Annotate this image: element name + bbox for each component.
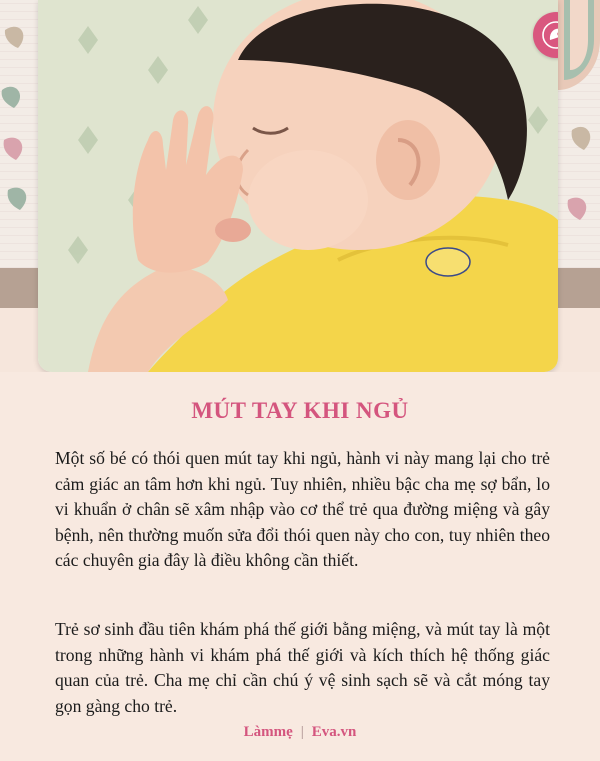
article-title: MÚT TAY KHI NGỦ: [191, 398, 409, 423]
paragraph-1: Một số bé có thói quen mút tay khi ngủ, hành vi này mang lại cho trẻ cảm giác an tâm hơn khi ngủ. Tuy nhiên, nhiều bậc cha mẹ sợ bẩn, lo vi khuẩn ở chân sẽ xâm nhập vào cơ thể trẻ qua đường miệng và gây bệnh, nên thường muốn sửa đổi thói quen này cho con, tuy nhiên theo các chuyên gia đây là điều không cần thiết.: [55, 448, 550, 571]
flower-woman-icon: [541, 20, 558, 50]
leaf-decoration-left: [0, 0, 40, 260]
baby-sleeping-illustration: [38, 0, 558, 372]
footer-separator: |: [300, 724, 304, 740]
footer-brand[interactable]: Làmmẹ: [243, 724, 293, 740]
paragraph-2: Trẻ sơ sinh đầu tiên khám phá thế giới bằng miệng, và mút tay là một trong những hành vi khám phá thế giới và kích thích hệ thống giác quan của trẻ. Cha mẹ chỉ cần chú ý vệ sinh sạch sẽ và cắt móng tay gọn gàng cho trẻ.: [55, 619, 550, 716]
footer-credit: [0, 724, 600, 741]
baby-photo: [38, 0, 558, 372]
rainbow-decoration-right: [558, 0, 600, 260]
footer-site[interactable]: Eva.vn: [311, 724, 357, 740]
